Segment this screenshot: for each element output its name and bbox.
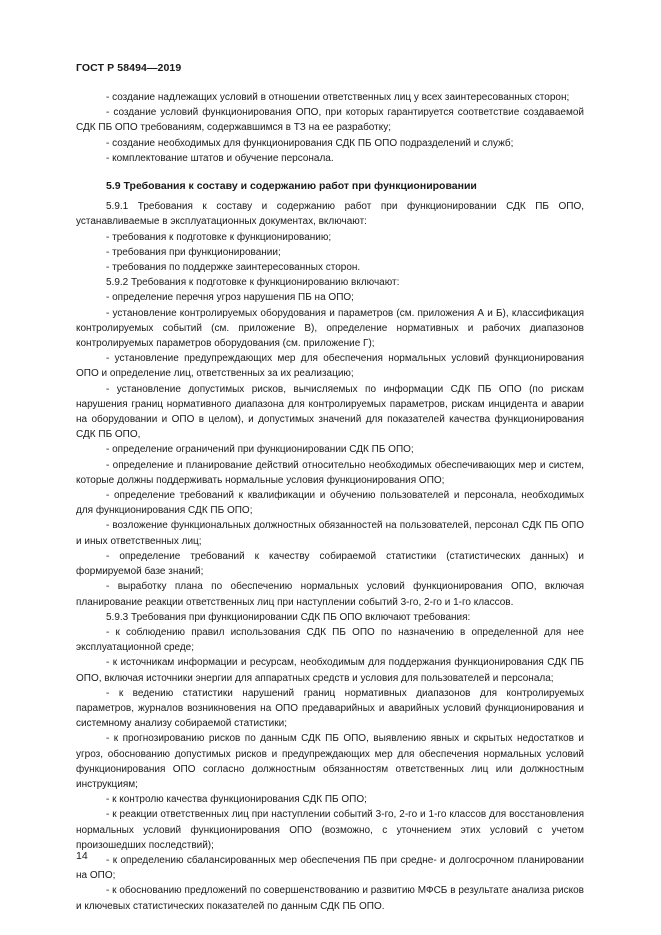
list-item: - создание необходимых для функционирования СДК ПБ ОПО подразделений и служб;: [106, 137, 514, 149]
list-item: - определение и планирование действий относительно необходимых обеспечивающих мер и систем, которые должны поддерживать нормальные условия функционирования ОПО;: [76, 459, 584, 486]
list-item: - к реакции ответственных лиц при наступлении событий 3-го, 2-го и 1-го классов для восстановления нормальных условий функционирования ОПО (возможно, с уточнением этих условий с учетом произошедших последствий);: [76, 809, 584, 851]
document-body: [76, 90, 584, 914]
list-item: - возложение функциональных должностных обязанностей на пользователей, персонал СДК ПБ ОПО и иных ответственных лиц;: [76, 520, 584, 547]
intro-list: [76, 90, 584, 166]
list-item: - к ведению статистики нарушений границ нормативных диапазонов для контролируемых параметров, журналов возникновения на ОПО предаварийных и аварийных условий функционирования и системному анализу собираемой статистики;: [76, 687, 584, 730]
clause-5-9-3: 5.9.3 Требования при функционировании СДК ПБ ОПО включают требования:: [106, 611, 471, 623]
list-item: - определение требований к качеству собираемой статистики (статистических данных) и формируемой базе знаний;: [76, 550, 584, 578]
list-item: - к обоснованию предложений по совершенствованию и развитию МФСБ в результате анализа рисков и ключевых статистических показателей по данным СДК ПБ ОПО.: [76, 885, 584, 912]
list-item: - к контролю качества функционирования СДК ПБ ОПО;: [106, 794, 367, 806]
list-item: - требования при функционировании;: [106, 246, 281, 258]
list-item: - создание надлежащих условий в отношении ответственных лиц у всех заинтересованных сторон;: [106, 92, 570, 103]
list-item: - установление предупреждающих мер для обеспечения нормальных условий функционирования ОПО и определение лиц, ответственных за их реализацию;: [76, 353, 584, 380]
list-item: - установление допустимых рисков, вычисляемых по информации СДК ПБ ОПО (по рискам нарушения границ нормативного диапазона для контролируемых параметров, рискам инцидента и аварии на оборудовании и ОПО в целом), и допустимых значений для показателей качества функционирования СДК ПБ ОПО,: [76, 383, 584, 441]
list-item: - определение требований к квалификации и обучению пользователей и персонала, необходимых для функционирования СДК ПБ ОПО;: [76, 490, 584, 517]
list-item: - создание условий функционирования ОПО, при которых гарантируется соответствие создаваемой СДК ПБ ОПО требованиям, содержавшимся в ТЗ на ее разработку;: [76, 107, 584, 134]
list-item: - определение ограничений при функционировании СДК ПБ ОПО;: [106, 444, 414, 456]
list-item: - определение перечня угроз нарушения ПБ на ОПО;: [106, 292, 354, 304]
list-item: - комплектование штатов и обучение персонала.: [106, 152, 334, 164]
clause-5-9-2-list: [76, 290, 584, 609]
clause-5-9-1: 5.9.1 Требования к составу и содержанию работ при функционировании СДК ПБ ОПО, устанавливаемые в эксплуатационных документах, включают:: [76, 201, 584, 228]
list-item: - требования по поддержке заинтересованных сторон.: [106, 262, 361, 274]
clause-5-9-2: 5.9.2 Требования к подготовке к функционированию включают:: [106, 277, 400, 289]
list-item: - к определению сбалансированных мер обеспечения ПБ при средне- и долгосрочном планировании на ОПО;: [76, 854, 584, 882]
list-item: - установление контролируемых оборудования и параметров (см. приложения А и Б), классификация контролируемых событий (см. приложение В), определение нормативных и рабочих диапазонов контролируемых параметров оборудования (см. приложение Г);: [76, 307, 584, 350]
list-item: - выработку плана по обеспечению нормальных условий функционирования ОПО, включая планирование реакции ответственных лиц при наступлении событий 3-го, 2-го и 1-го классов.: [76, 581, 584, 608]
list-item: - к соблюдению правил использования СДК ПБ ОПО по назначению в определенной для нее эксплуатационной среде;: [76, 626, 584, 654]
list-item: - к источникам информации и ресурсам, необходимым для поддержания функционирования СДК ПБ ОПО, включая источники энергии для аппаратных средств и условия для пользователей и персонала;: [76, 657, 584, 684]
clause-5-9-1-list: [76, 230, 584, 276]
document-header: ГОСТ Р 58494—2019: [76, 62, 182, 74]
page-number: 14: [76, 850, 88, 862]
section-heading: 5.9 Требования к составу и содержанию работ при функционировании: [106, 180, 477, 193]
list-item: - к прогнозированию рисков по данным СДК ПБ ОПО, выявлению явных и скрытых недостатков и угроз, обоснованию допустимых рисков и предупреждающих мер для обеспечения нормальных условий функционирования ОПО согласно должностным обязанностям ответственных лиц или должностным инструкциям;: [76, 733, 584, 790]
clause-5-9-3-list: [76, 625, 584, 914]
list-item: - требования к подготовке к функционированию;: [106, 231, 332, 243]
